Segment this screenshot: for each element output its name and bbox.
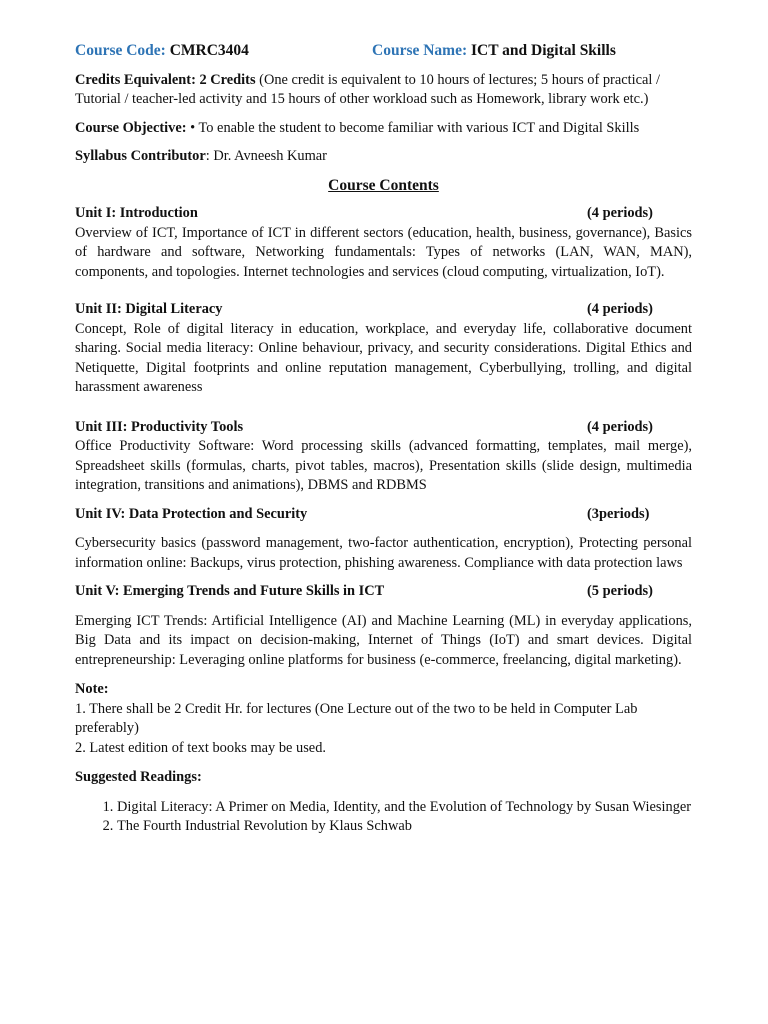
unit-section <box>75 582 692 670</box>
credits-text: (One credit is equivalent to 10 hours of lectures; 5 hours of practical / Tutorial / teacher-led activity and 15 hours of other workload such as Homework, library work etc.) <box>75 71 660 107</box>
course-name <box>372 41 616 61</box>
course-contents-heading <box>75 176 692 196</box>
unit-section <box>75 204 692 282</box>
unit-periods: (4 periods) <box>587 301 653 317</box>
objective-text: • To enable the student to become familiar with various ICT and Digital Skills <box>186 119 640 136</box>
course-code-value: CMRC3404 <box>169 42 249 59</box>
credits-paragraph <box>75 71 692 110</box>
note-line: 2. Latest edition of text books may be used. <box>75 739 326 756</box>
unit-heading <box>75 505 692 525</box>
course-contents-title: Course Contents <box>328 176 439 194</box>
unit-body: Office Productivity Software: Word processing skills (advanced formatting, templates, mail merge), Spreadsheet skills (formulas, charts, pivot tables, macros), Presentation skills (slide design, multimedia integration, transitions and animations), DBMS and RDBMS <box>75 438 692 493</box>
syllabus-page <box>75 41 692 837</box>
objective-paragraph <box>75 119 692 139</box>
unit-heading <box>75 204 692 224</box>
unit-body: Concept, Role of digital literacy in education, workplace, and everyday life, collaborative document sharing. Social media literacy: Online behaviour, privacy, and security considerations. Digital Ethics and Netiquette, Digital footprints and online reputation management, Cyberbullying, trolling, and digital harassment awareness <box>75 320 692 395</box>
unit-section <box>75 505 692 574</box>
objective-label: Course Objective: <box>75 119 187 136</box>
reading-item: 2. The Fourth Industrial Revolution by Klaus Schwab <box>117 817 692 837</box>
readings-list <box>75 798 692 837</box>
unit-title: Unit V: Emerging Trends and Future Skills in ICT <box>75 583 385 599</box>
unit-body: Cybersecurity basics (password management, two-factor authentication, encryption), Protecting personal information online: Backups, virus protection, phishing awareness. Compliance with data protection laws <box>75 535 692 571</box>
unit-periods: (3periods) <box>587 505 650 522</box>
unit-periods: (4 periods) <box>587 205 653 221</box>
contributor-paragraph <box>75 147 692 167</box>
note-label: Note: <box>75 681 109 697</box>
unit-section <box>75 300 692 398</box>
credits-label: Credits Equivalent: 2 Credits <box>75 71 256 88</box>
unit-title: Unit IV: Data Protection and Security <box>75 505 308 522</box>
unit-section <box>75 418 692 496</box>
unit-periods: (5 periods) <box>587 583 653 599</box>
unit-heading <box>75 300 692 320</box>
course-name-label: Course Name: <box>372 42 468 59</box>
unit-title: Unit III: Productivity Tools <box>75 418 244 435</box>
unit-body: Emerging ICT Trends: Artificial Intelligence (AI) and Machine Learning (ML) in everyday applications, Big Data and its impact on decision-making, Internet of Things (IoT) and smart devices. Digital entrepreneurship: Leveraging online platforms for business (e-commerce, freelancing, digital marketing). <box>75 612 692 668</box>
course-name-value: ICT and Digital Skills <box>471 42 616 59</box>
reading-item: 1. Digital Literacy: A Primer on Media, Identity, and the Evolution of Technology by Susan Wiesinger <box>117 798 692 818</box>
unit-body: Overview of ICT, Importance of ICT in different sectors (education, health, business, governance), Basics of hardware and software, Networking fundamentals: Types of networks (LAN, WAN, MAN), components, and topologies. Internet technologies and services (cloud computing, virtualization, IoT). <box>75 224 692 280</box>
unit-title: Unit I: Introduction <box>75 205 198 221</box>
unit-heading <box>75 582 692 602</box>
note-section <box>75 680 692 758</box>
course-code-label: Course Code: <box>75 42 166 59</box>
unit-title: Unit II: Digital Literacy <box>75 301 223 317</box>
course-code <box>75 41 372 61</box>
unit-heading <box>75 418 692 438</box>
contributor-label: Syllabus Contributor <box>75 148 206 164</box>
unit-periods: (4 periods) <box>587 418 653 435</box>
readings-section <box>75 768 692 837</box>
readings-label: Suggested Readings: <box>75 769 202 785</box>
contributor-text: : Dr. Avneesh Kumar <box>205 148 327 164</box>
course-header <box>75 41 692 61</box>
note-line: 1. There shall be 2 Credit Hr. for lectures (One Lecture out of the two to be held in Computer Lab preferably) <box>75 700 638 736</box>
